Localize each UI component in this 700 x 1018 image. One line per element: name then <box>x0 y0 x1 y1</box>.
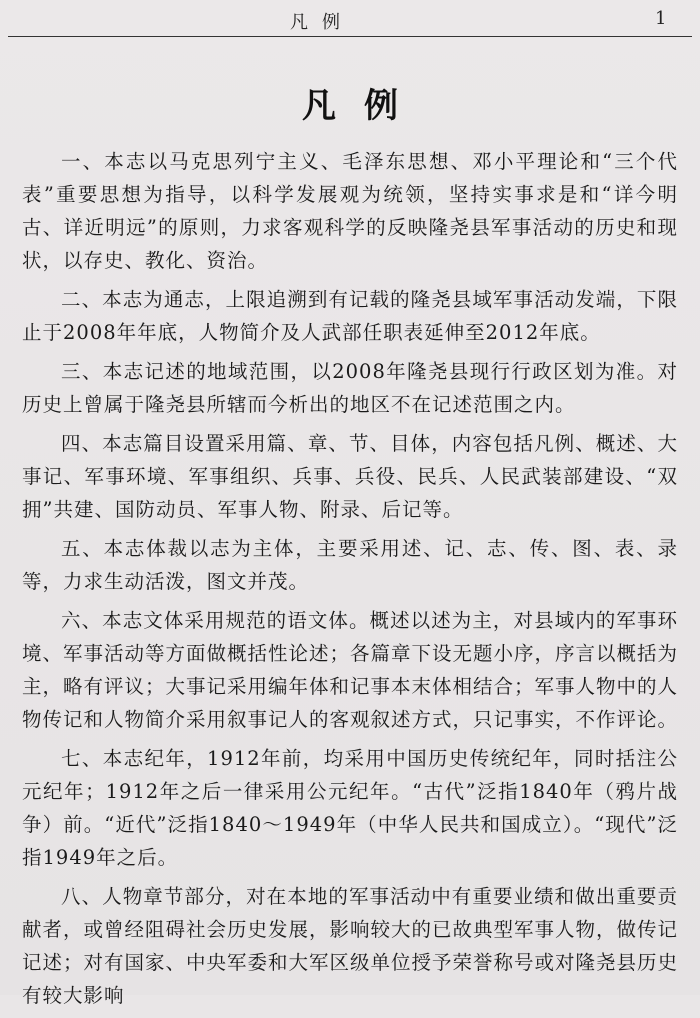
paragraph-6: 六、本志文体采用规范的语文体。概述以述为主，对县域内的军事环境、军事活动等方面做概括性论述；各篇章下设无题小序，序言以概括为主，略有评议；大事记采用编年体和记事本末体相结合；军事人物中的人物传记和人物简介采用叙事记人的客观叙述方式，只记事实，不作评论。 <box>22 609 679 731</box>
running-head-title: 凡例 <box>290 12 354 33</box>
paragraph-4: 四、本志篇目设置采用篇、章、节、目体，内容包括凡例、概述、大事记、军事环境、军事组织、兵事、兵役、民兵、人民武装部建设、“双拥”共建、国防动员、军事人物、附录、后记等。 <box>22 432 678 521</box>
paragraph-2: 二、本志为通志，上限追溯到有记载的隆尧县域军事活动发端，下限止于2008年年底，人物简介及人武部任职表延伸至2012年底。 <box>22 288 678 344</box>
paragraph-3: 三、本志记述的地域范围，以2008年隆尧县现行行政区划为准。对历史上曾属于隆尧县所辖而今析出的地区不在记述范围之内。 <box>22 360 678 416</box>
paragraph-8: 八、人物章节部分，对在本地的军事活动中有重要业绩和做出重要贡献者，或曾经阻碍社会历史发展，影响较大的已故典型军事人物，做传记记述；对有国家、中央军委和大军区级单位授予荣誉称号或对隆尧县历史有较大影响 <box>22 885 679 1007</box>
page-title: 凡例 <box>302 86 426 126</box>
running-head <box>0 0 700 38</box>
paragraph-5: 五、本志体裁以志为主体，主要采用述、记、志、传、图、表、录等，力求生动活泼，图文并茂。 <box>22 537 678 593</box>
page-number: 1 <box>655 8 667 29</box>
paragraph-1: 一、本志以马克思列宁主义、毛泽东思想、邓小平理论和“三个代表”重要思想为指导，以科学发展观为统领，坚持实事求是和“详今明古、详近明远”的原则，力求客观科学的反映隆尧县军事活动的历史和现状，以存史、教化、资治。 <box>22 150 678 272</box>
body-text <box>22 145 678 1018</box>
paragraph-7: 七、本志纪年，1912年前，均采用中国历史传统纪年，同时括注公元纪年；1912年之后一律采用公元纪年。“古代”泛指1840年（鸦片战争）前。“近代”泛指1840～1949年（中华人民共和国成立）。“现代”泛指1949年之后。 <box>22 747 678 869</box>
header-rule <box>8 36 692 37</box>
